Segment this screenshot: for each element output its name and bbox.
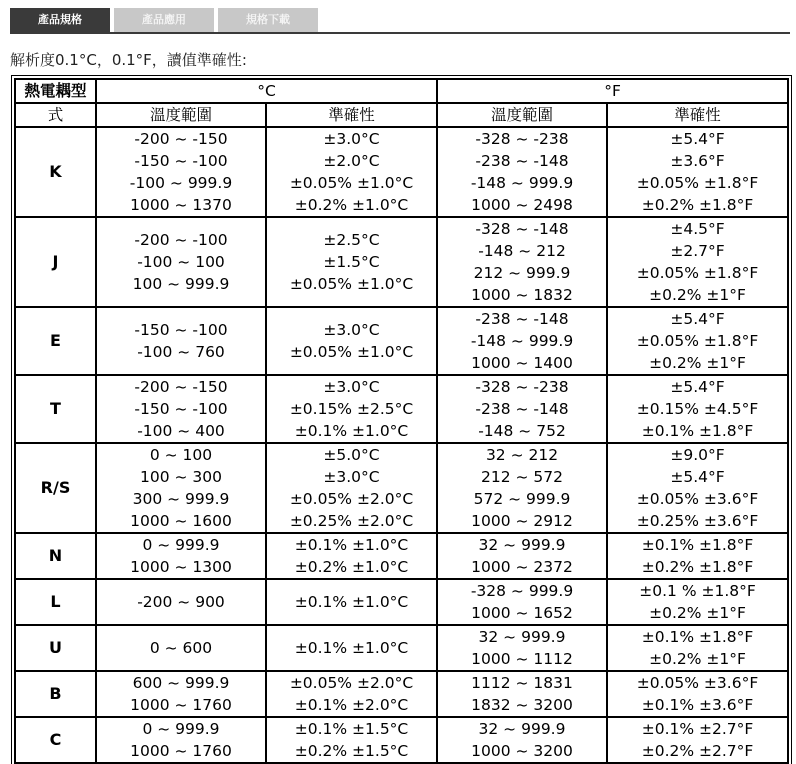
cell-line: 600 ~ 999.9 — [132, 674, 230, 692]
cell-line: ±0.2% ±1°F — [649, 286, 746, 304]
cell-line: -200 ~ -150 — [134, 130, 228, 148]
fahrenheit-header: °F — [437, 79, 788, 103]
type-header: 熱電耦型 — [15, 79, 96, 103]
thermocouple-type: B — [15, 671, 96, 717]
cell-line: ±5.4°F — [670, 130, 725, 148]
tab-product-specs[interactable]: 產品規格 — [10, 8, 110, 32]
cell-line: ±0.25% ±2.0°C — [289, 512, 414, 530]
cell-line: 1000 ~ 1300 — [130, 558, 232, 576]
tab-spec-download[interactable]: 規格下載 — [218, 8, 318, 32]
fahrenheit-range-header: 溫度範圍 — [437, 103, 607, 127]
cell-line: 1000 ~ 2372 — [471, 558, 573, 576]
cell-line: ±0.05% ±1.8°F — [636, 332, 759, 350]
cell-line: -328 ~ -238 — [475, 130, 569, 148]
celsius-accuracy-cell — [266, 307, 437, 375]
fahrenheit-accuracy-cell — [607, 717, 788, 763]
table-row — [15, 717, 788, 763]
fahrenheit-range-cell — [437, 217, 607, 307]
cell-line: 32 ~ 999.9 — [478, 628, 566, 646]
cell-line: ±0.2% ±1.0°C — [294, 558, 409, 576]
thermocouple-type: U — [15, 625, 96, 671]
resolution-note: 解析度0.1°C，0.1°F，讀值準確性: — [10, 51, 247, 69]
cell-line: 1000 ~ 2912 — [471, 512, 573, 530]
celsius-accuracy-cell — [266, 375, 437, 443]
cell-line: ±0.05% ±1.8°F — [636, 264, 759, 282]
cell-line: -200 ~ -100 — [134, 231, 228, 249]
celsius-range-cell — [96, 579, 266, 625]
thermocouple-type: T — [15, 375, 96, 443]
fahrenheit-accuracy-cell — [607, 217, 788, 307]
fahrenheit-range-cell — [437, 375, 607, 443]
tab-bar — [10, 8, 790, 34]
cell-line: ±0.2% ±1.8°F — [641, 196, 754, 214]
fahrenheit-range-cell — [437, 717, 607, 763]
cell-line: ±5.4°F — [670, 378, 725, 396]
cell-line: ±0.2% ±1.8°F — [641, 558, 754, 576]
cell-line: ±0.1% ±3.6°F — [641, 696, 754, 714]
celsius-range-cell — [96, 625, 266, 671]
table-row — [15, 127, 788, 217]
cell-line: 0 ~ 600 — [149, 639, 213, 657]
fahrenheit-range-cell — [437, 625, 607, 671]
fahrenheit-range-cell — [437, 533, 607, 579]
cell-line: 1000 ~ 1370 — [130, 196, 232, 214]
table-row — [15, 579, 788, 625]
cell-line: -238 ~ -148 — [475, 310, 569, 328]
table-row — [15, 217, 788, 307]
table-row — [15, 625, 788, 671]
cell-line: 300 ~ 999.9 — [132, 490, 230, 508]
celsius-range-cell — [96, 717, 266, 763]
cell-line: ±0.1% ±1.0°C — [294, 422, 409, 440]
cell-line: ±0.15% ±2.5°C — [289, 400, 414, 418]
celsius-range-cell — [96, 443, 266, 533]
thermocouple-type: N — [15, 533, 96, 579]
cell-line: ±0.1% ±1.0°C — [294, 536, 409, 554]
cell-line: ±5.4°F — [670, 310, 725, 328]
cell-line: ±0.1% ±2.7°F — [641, 720, 754, 738]
cell-line: ±2.5°C — [323, 231, 380, 249]
thermocouple-type: R/S — [15, 443, 96, 533]
fahrenheit-range-cell — [437, 443, 607, 533]
cell-line: 1000 ~ 1600 — [130, 512, 232, 530]
cell-line: 100 ~ 300 — [139, 468, 222, 486]
celsius-accuracy-cell — [266, 717, 437, 763]
celsius-accuracy-header: 準確性 — [266, 103, 437, 127]
cell-line: 1000 ~ 1832 — [471, 286, 573, 304]
cell-line: ±0.15% ±4.5°F — [636, 400, 759, 418]
spec-table-body — [15, 127, 788, 763]
fahrenheit-accuracy-cell — [607, 307, 788, 375]
cell-line: -238 ~ -148 — [475, 152, 569, 170]
celsius-range-cell — [96, 127, 266, 217]
cell-line: ±0.1% ±1.0°C — [294, 639, 409, 657]
cell-line: 32 ~ 999.9 — [478, 720, 566, 738]
tab-bar-divider — [10, 32, 790, 34]
celsius-range-cell — [96, 533, 266, 579]
cell-line: -238 ~ -148 — [475, 400, 569, 418]
cell-line: ±4.5°F — [670, 220, 725, 238]
celsius-accuracy-cell — [266, 671, 437, 717]
cell-line: -150 ~ -100 — [134, 321, 228, 339]
thermocouple-type: C — [15, 717, 96, 763]
cell-line: ±0.1% ±1.8°F — [641, 422, 754, 440]
cell-line: -148 ~ 212 — [478, 242, 566, 260]
cell-line: ±0.1% ±2.0°C — [294, 696, 409, 714]
fahrenheit-range-cell — [437, 579, 607, 625]
cell-line: ±5.4°F — [670, 468, 725, 486]
type-header-continued: 式 — [15, 103, 96, 127]
cell-line: 32 ~ 212 — [485, 446, 559, 464]
fahrenheit-accuracy-cell — [607, 533, 788, 579]
celsius-accuracy-cell — [266, 443, 437, 533]
cell-line: 212 ~ 572 — [481, 468, 564, 486]
cell-line: ±0.25% ±3.6°F — [636, 512, 759, 530]
cell-line: ±0.2% ±1.0°C — [294, 196, 409, 214]
cell-line: -328 ~ -238 — [475, 378, 569, 396]
cell-line: 1000 ~ 1400 — [471, 354, 573, 372]
celsius-range-cell — [96, 307, 266, 375]
cell-line: ±0.2% ±1°F — [649, 354, 746, 372]
fahrenheit-range-cell — [437, 671, 607, 717]
celsius-accuracy-cell — [266, 579, 437, 625]
cell-line: -150 ~ -100 — [134, 152, 228, 170]
fahrenheit-range-cell — [437, 307, 607, 375]
cell-line: ±2.7°F — [670, 242, 725, 260]
celsius-accuracy-cell — [266, 625, 437, 671]
cell-line: 1000 ~ 1652 — [471, 604, 573, 622]
cell-line: 1112 ~ 1831 — [471, 674, 573, 692]
celsius-range-header: 溫度範圍 — [96, 103, 266, 127]
cell-line: 0 ~ 100 — [149, 446, 213, 464]
cell-line: -100 ~ 100 — [137, 253, 225, 271]
cell-line: 100 ~ 999.9 — [132, 275, 230, 293]
cell-line: ±0.2% ±1°F — [649, 604, 746, 622]
cell-line: ±3.6°F — [670, 152, 725, 170]
cell-line: ±0.1% ±1.5°C — [294, 720, 409, 738]
cell-line: -200 ~ -150 — [134, 378, 228, 396]
cell-line: ±0.1 % ±1.8°F — [639, 582, 756, 600]
cell-line: -150 ~ -100 — [134, 400, 228, 418]
cell-line: 1000 ~ 1112 — [471, 650, 573, 668]
celsius-header: °C — [96, 79, 437, 103]
cell-line: ±3.0°C — [323, 378, 380, 396]
cell-line: -200 ~ 900 — [137, 593, 225, 611]
fahrenheit-accuracy-cell — [607, 443, 788, 533]
cell-line: 212 ~ 999.9 — [473, 264, 571, 282]
cell-line: ±0.05% ±1.8°F — [636, 174, 759, 192]
cell-line: ±0.05% ±2.0°C — [289, 490, 414, 508]
thermocouple-type: J — [15, 217, 96, 307]
cell-line: ±2.0°C — [323, 152, 380, 170]
celsius-range-cell — [96, 671, 266, 717]
cell-line: -328 ~ 999.9 — [470, 582, 574, 600]
cell-line: ±5.0°C — [323, 446, 380, 464]
tab-product-applications[interactable]: 產品應用 — [114, 8, 214, 32]
cell-line: ±0.05% ±1.0°C — [289, 343, 414, 361]
cell-line: -100 ~ 760 — [137, 343, 225, 361]
cell-line: -148 ~ 752 — [478, 422, 566, 440]
fahrenheit-accuracy-cell — [607, 671, 788, 717]
celsius-accuracy-cell — [266, 533, 437, 579]
table-row — [15, 671, 788, 717]
cell-line: ±0.1% ±1.0°C — [294, 593, 409, 611]
cell-line: ±0.05% ±1.0°C — [289, 275, 414, 293]
cell-line: 572 ~ 999.9 — [473, 490, 571, 508]
cell-line: 1000 ~ 2498 — [471, 196, 573, 214]
thermocouple-type: K — [15, 127, 96, 217]
cell-line: ±0.2% ±1°F — [649, 650, 746, 668]
cell-line: 1000 ~ 1760 — [130, 696, 232, 714]
table-row — [15, 533, 788, 579]
table-row — [15, 375, 788, 443]
cell-line: ±1.5°C — [323, 253, 380, 271]
fahrenheit-range-cell — [437, 127, 607, 217]
fahrenheit-accuracy-cell — [607, 375, 788, 443]
cell-line: ±0.2% ±1.5°C — [294, 742, 409, 760]
fahrenheit-accuracy-cell — [607, 579, 788, 625]
cell-line: ±3.0°C — [323, 321, 380, 339]
cell-line: ±9.0°F — [670, 446, 725, 464]
cell-line: ±0.1% ±1.8°F — [641, 536, 754, 554]
cell-line: 1832 ~ 3200 — [471, 696, 573, 714]
cell-line: ±3.0°C — [323, 130, 380, 148]
cell-line: ±0.05% ±3.6°F — [636, 674, 759, 692]
fahrenheit-accuracy-cell — [607, 127, 788, 217]
cell-line: 1000 ~ 1760 — [130, 742, 232, 760]
cell-line: -100 ~ 400 — [137, 422, 225, 440]
thermocouple-type: L — [15, 579, 96, 625]
celsius-range-cell — [96, 217, 266, 307]
celsius-range-cell — [96, 375, 266, 443]
cell-line: -148 ~ 999.9 — [470, 332, 574, 350]
thermocouple-spec-table — [14, 78, 789, 764]
cell-line: 0 ~ 999.9 — [142, 536, 220, 554]
cell-line: ±0.05% ±2.0°C — [289, 674, 414, 692]
fahrenheit-accuracy-header: 準確性 — [607, 103, 788, 127]
cell-line: ±0.05% ±3.6°F — [636, 490, 759, 508]
celsius-accuracy-cell — [266, 217, 437, 307]
cell-line: 32 ~ 999.9 — [478, 536, 566, 554]
cell-line: 1000 ~ 3200 — [471, 742, 573, 760]
cell-line: ±0.05% ±1.0°C — [289, 174, 414, 192]
cell-line: -148 ~ 999.9 — [470, 174, 574, 192]
cell-line: -100 ~ 999.9 — [129, 174, 233, 192]
table-row — [15, 443, 788, 533]
thermocouple-type: E — [15, 307, 96, 375]
table-row — [15, 307, 788, 375]
cell-line: ±0.2% ±2.7°F — [641, 742, 754, 760]
cell-line: ±0.1% ±1.8°F — [641, 628, 754, 646]
cell-line: -328 ~ -148 — [475, 220, 569, 238]
fahrenheit-accuracy-cell — [607, 625, 788, 671]
cell-line: 0 ~ 999.9 — [142, 720, 220, 738]
cell-line: ±3.0°C — [323, 468, 380, 486]
celsius-accuracy-cell — [266, 127, 437, 217]
